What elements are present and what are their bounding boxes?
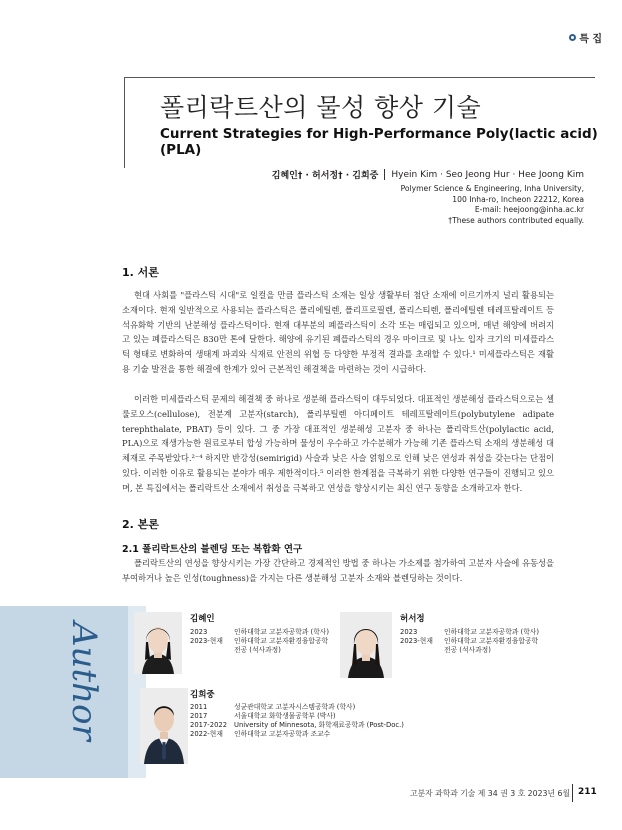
history-row: 전공 (석사과정): [444, 646, 491, 654]
history-row: 전공 (석사과정): [234, 646, 281, 654]
author-history: [400, 628, 539, 655]
author-line: [272, 168, 584, 181]
section2-heading: 2. 본론: [122, 518, 159, 531]
section1-heading: 1. 서론: [122, 266, 159, 279]
author-photo-hur-seojeong: [340, 612, 392, 678]
portrait-icon: [140, 688, 188, 764]
history-row: 2023-현재 인하대학교 고분자환경융합공학: [190, 637, 329, 645]
circle-icon: [569, 34, 576, 41]
authors-english: Hyein Kim · Seo Jeong Hur · Hee Joong Kim: [391, 169, 584, 180]
author-name: 김혜인: [190, 614, 215, 624]
history-row: 2023 인하대학교 고분자공학과 (학사): [190, 628, 329, 636]
section1-para1: 현대 사회를 "플라스틱 시대"로 일컬을 만큼 플라스틱 소재는 일상 생활부터 첨단 소재에 이르기까지 널리 활용되는 소재이다. 현재 일반적으로 사용되는 플라스틱은 폴리에틸렌, 폴리프로필렌, 폴리스티렌, 폴리에틸렌 테레프탈레이트 등 석유화학 기반의 난분해성 플라스틱이다. 현재 대부분의 폐플라스틱이 소각 또는 매립되고 있으며, 매년 해양에 버려지고 있는 폐플라스틱은 830만 톤에 달한다. 해양에 유기된 폐플라스틱의 경우 마이크로 및 나노 입자 크기의 미세플라스틱 형태로 변화하여 생태계 파괴와 식재료 안전의 위협 등 다양한 부정적 결과를 초래할 수 있다.¹ 미세플라스틱은 재활용 기술 발전을 통한 해결에 한계가 있어 근본적인 해결책을 마련하는 것이 시급하다.: [122, 290, 554, 374]
section1-para2: 이러한 미세플라스틱 문제의 해결책 중 하나로 생분해 플라스틱이 대두되었다. 대표적인 생분해성 플라스틱으로는 셀룰로오스(cellulose), 전분계 고분자(starch), 폴리부틸렌 아디페이트 테레프탈레이트(polybutylene adipate terephthalate, PBAT) 등이 있다. 그 중 가장 대표적인 생분해성 고분자 중 하나는 폴리락트산(polylactic acid, PLA)으로 재생가능한 원료로부터 합성 가능하며 물성이 우수하고 가수분해가 가능해 기존 플라스틱 소재의 생분해성 대체재로 주목받았다.²⁻⁴ 하지만 반강성(semirigid) 사슬과 낮은 사슬 얽힘으로 인해 낮은 연성과 취성을 갖는다는 단점이 있다. 이러한 이유로 활용되는 분야가 매우 제한적이다.⁵ 이러한 한계점을 극복하기 위한 다양한 연구들이 진행되고 있으며, 본 특집에서는 폴리락트산 소재에서 취성을 극복하고 연성을 향상시키는 최신 연구 동향을 소개하고자 한다.: [122, 394, 554, 493]
author-photo-kim-hyein: [134, 612, 182, 674]
history-row: 2023-현재 인하대학교 고분자환경융합공학: [400, 637, 539, 645]
author-photo-kim-heejoong: [140, 688, 188, 764]
portrait-icon: [340, 612, 392, 678]
section2-para1: 폴리락트산의 연성을 향상시키는 가장 간단하고 경제적인 방법 중 하나는 가소제를 첨가하여 고분자 사슬에 유동성을 부여하거나 높은 인성(toughness)을 가지는 다른 생분해성 고분자 소재와 블렌딩하는 것이다.: [122, 558, 554, 583]
history-row: 2017 서울대학교 화학생물공학부 (박사): [190, 712, 336, 720]
section2-subheading: 2.1 폴리락트산의 블렌딩 또는 복합화 연구: [122, 544, 303, 555]
author-name: 허서정: [400, 614, 425, 624]
section-tag: [569, 30, 602, 45]
title-english: Current Strategies for High-Performance Poly(lactic acid) (PLA): [160, 126, 598, 158]
author-history: [190, 703, 404, 739]
history-row: 2011 성균관대학교 고분자시스템공학과 (학사): [190, 703, 356, 711]
authors-korean: 김혜인† · 허서정† · 김희중: [271, 171, 379, 181]
author-label: Author: [64, 622, 104, 741]
title-korean: 폴리락트산의 물성 향상 기술: [160, 93, 482, 122]
author-divider: [384, 169, 385, 180]
history-row: 2017-2022 University of Minnesota, 화학재료공학과 (Post-Doc.): [190, 721, 404, 729]
page-number: 211: [578, 787, 597, 797]
author-name: 김희중: [190, 690, 215, 700]
affiliation-line2: 100 Inha-ro, Incheon 22212, Korea: [452, 194, 584, 204]
history-row: 2023 인하대학교 고분자공학과 (학사): [400, 628, 539, 636]
affiliation-email[interactable]: E-mail: heejoong@inha.ac.kr: [474, 205, 584, 214]
section-tag-label: 특 집: [579, 34, 602, 45]
affiliation-note: †These authors contributed equally.: [448, 215, 584, 225]
portrait-icon: [134, 612, 182, 674]
author-history: [190, 628, 329, 655]
affiliation-line1: Polymer Science & Engineering, Inha University,: [400, 184, 584, 193]
footer-divider: [572, 784, 573, 802]
journal-footer: 고분자 과학과 기술 제 34 권 3 호 2023년 6월: [410, 789, 570, 798]
affiliation: [401, 184, 584, 226]
history-row: 2022-현재 인하대학교 고분자공학과 조교수: [190, 730, 331, 738]
